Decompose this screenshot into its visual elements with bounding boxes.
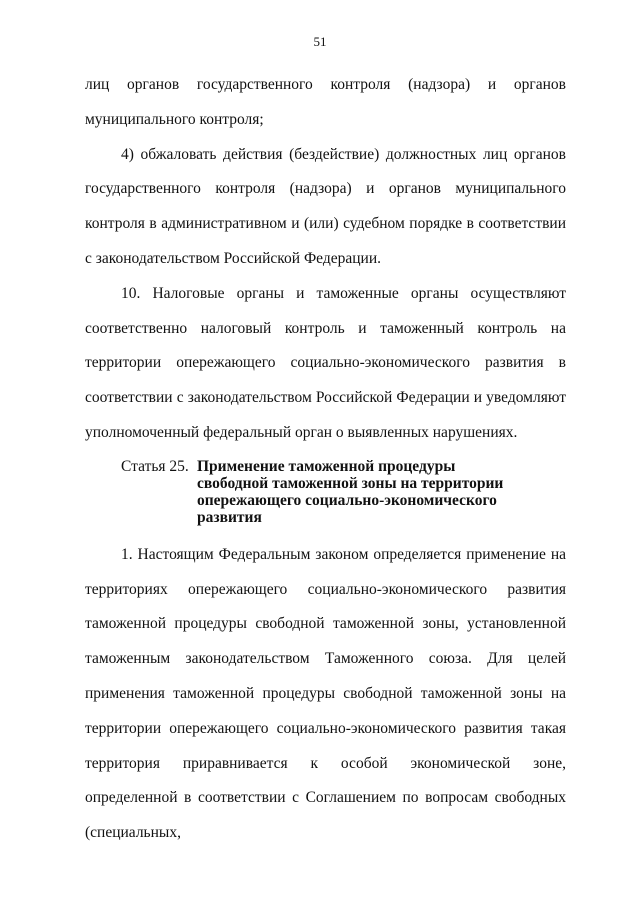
article-number: Статья 25. bbox=[121, 457, 189, 475]
paragraph: 4) обжаловать действия (бездействие) должностных лиц органов государственного контроля (надзора) и органов муниципального контроля в административном и (или) судебном порядке в соответствии с законодательством Российской Федерации. bbox=[85, 145, 566, 267]
paragraph: 1. Настоящим Федеральным законом определяется применение на территориях опережающего социально-экономического развития таможенной процедуры свободной таможенной зоны, установленной таможенным законодательством Таможенного союза. Для целей применения таможенной процедуры свободной таможенной зоны на территории опережающего социально-экономического развития такая территория приравнивается к особой экономической зоне, определенной в соответствии с Соглашением по вопросам свободных (специальных, bbox=[85, 545, 566, 842]
page-number: 51 bbox=[313, 34, 327, 49]
article-title: Применение таможенной процедуры свободной таможенной зоны на территории опережающего социально-экономического развития bbox=[197, 457, 504, 526]
paragraph: лиц органов государственного контроля (надзора) и органов муниципального контроля; bbox=[85, 76, 566, 128]
document-body bbox=[85, 68, 566, 851]
paragraph: 10. Налоговые органы и таможенные органы осуществляют соответственно налоговый контроль и таможенный контроль на территории опережающего социально-экономического развития в соответствии с законодательством Российской Федерации и уведомляют уполномоченный федеральный орган о выявленных нарушениях. bbox=[85, 284, 566, 441]
article-heading bbox=[121, 458, 566, 526]
